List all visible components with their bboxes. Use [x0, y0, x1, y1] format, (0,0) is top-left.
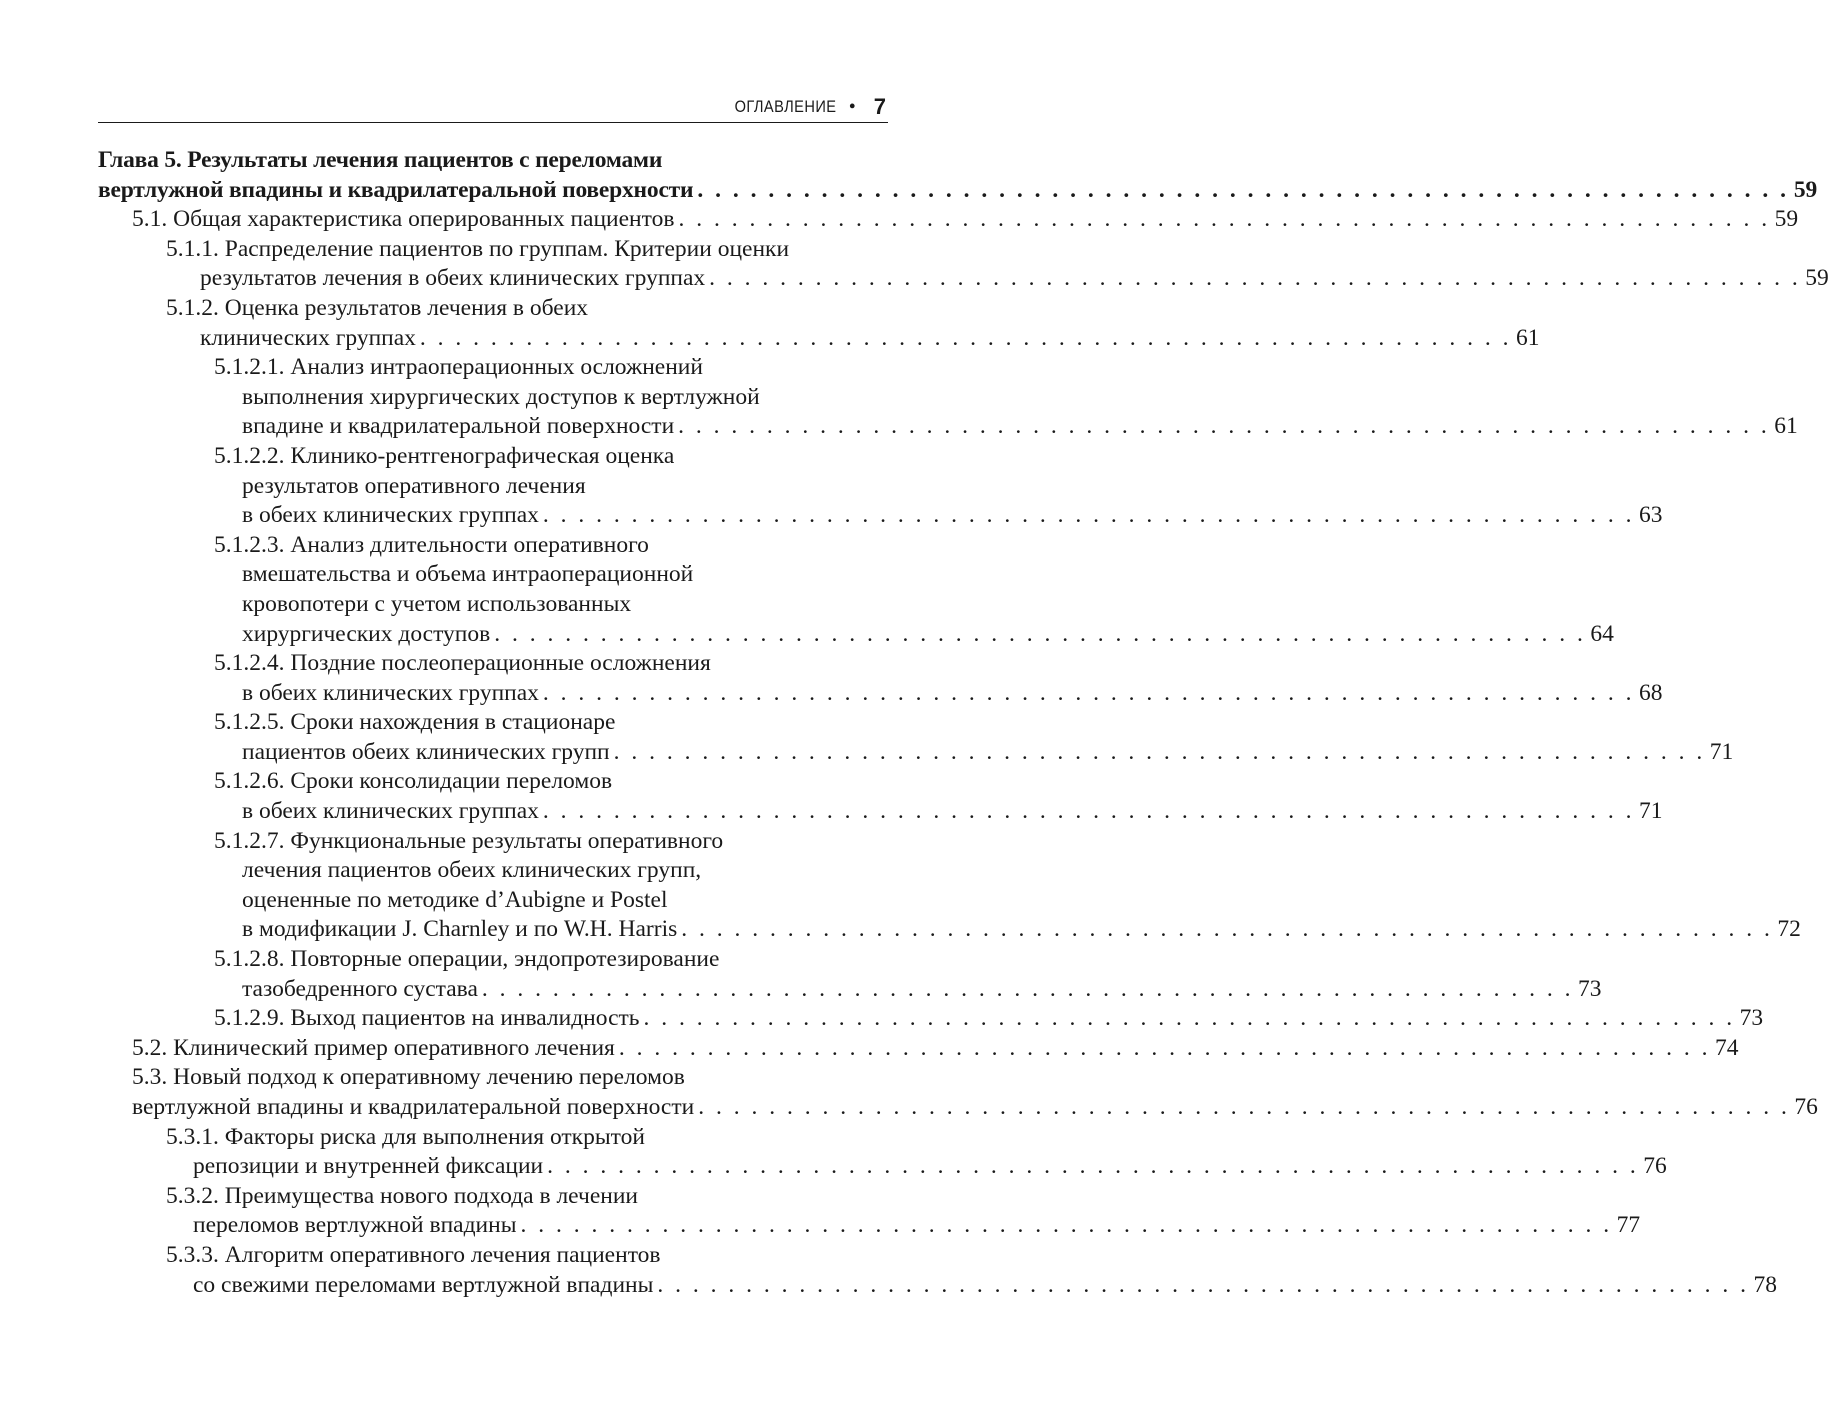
- toc-line: вертлужной впадины и квадрилатеральной поверхности: [98, 176, 694, 203]
- toc-entry-5-1-2-8[interactable]: [98, 945, 1602, 1004]
- dot-leader: . . . . . . . . . . . . . . . . . . . . . . . . . . . . . . . . . . . . . . . . . . . . . . . . . . . . . . . . . . . . . .: [618, 1034, 1711, 1061]
- dot-leader: . . . . . . . . . . . . . . . . . . . . . . . . . . . . . . . . . . . . . . . . . . . . . . . . . . . . . . . . . . . . . .: [494, 620, 1586, 647]
- toc-line: лечения пациентов обеих клинических групп,: [242, 857, 702, 884]
- dot-leader: . . . . . . . . . . . . . . . . . . . . . . . . . . . . . . . . . . . . . . . . . . . . . . . . . . . . . . . . . . . . . .: [419, 324, 1512, 351]
- dot-leader: . . . . . . . . . . . . . . . . . . . . . . . . . . . . . . . . . . . . . . . . . . . . . . . . . . . . . . . . . . . . . .: [613, 738, 1706, 765]
- dot-leader: . . . . . . . . . . . . . . . . . . . . . . . . . . . . . . . . . . . . . . . . . . . . . . . . . . . . . . . . . . . . . .: [643, 1005, 1736, 1032]
- toc-entry-5-2[interactable]: [98, 1034, 1739, 1064]
- toc-page-number: 78: [1753, 1271, 1778, 1298]
- toc-entry-5-1[interactable]: [98, 205, 1799, 235]
- toc-page-number: 71: [1709, 738, 1734, 765]
- page-number: 7: [873, 94, 886, 119]
- toc-page-number: 72: [1777, 916, 1801, 943]
- toc-page-number: 76: [1643, 1153, 1667, 1180]
- toc-entry-5-1-2-9[interactable]: [98, 1004, 1764, 1034]
- dot-leader: . . . . . . . . . . . . . . . . . . . . . . . . . . . . . . . . . . . . . . . . . . . . . . . . . . . . . . . . . . . . . .: [542, 679, 1635, 706]
- toc-line: результатов оперативного лечения: [242, 472, 586, 499]
- dot-leader: . . . . . . . . . . . . . . . . . . . . . . . . . . . . . . . . . . . . . . . . . . . . . . . . . . . . . . . . . . . . . .: [698, 1094, 1790, 1120]
- toc-line: 5.1.1. Распределение пациентов по группам. Критерии оценки: [166, 235, 790, 262]
- toc-page-number: 64: [1590, 620, 1614, 647]
- toc-line: в обеих клинических группах: [242, 502, 539, 529]
- toc-line: 5.1.2.6. Сроки консолидации переломов: [214, 768, 613, 795]
- toc-page-number: 76: [1794, 1094, 1818, 1120]
- toc-line: в обеих клинических группах: [242, 798, 539, 825]
- toc-page-number: 71: [1639, 798, 1663, 825]
- toc-line: результатов лечения в обеих клинических группах: [200, 265, 706, 292]
- toc-line: переломов вертлужной впадины: [193, 1212, 517, 1239]
- toc-line: 5.1.2.8. Повторные операции, эндопротезирование: [214, 946, 720, 973]
- toc-line: 5.3. Новый подход к оперативному лечению переломов: [132, 1064, 685, 1091]
- dot-leader: . . . . . . . . . . . . . . . . . . . . . . . . . . . . . . . . . . . . . . . . . . . . . . . . . . . . . . . . . . . . . .: [697, 176, 1789, 203]
- toc-page-number: 59: [1774, 206, 1799, 233]
- toc-line: в модификации J. Charnley и по W.H. Harris: [242, 916, 678, 943]
- toc-line: 5.1.2.4. Поздние послеоперационные осложнения: [214, 650, 711, 677]
- toc-page-number: 59: [1805, 265, 1829, 292]
- toc-line: кровопотери с учетом использованных: [242, 590, 632, 617]
- toc-line: впадине и квадрилатеральной поверхности: [242, 413, 675, 440]
- toc-entry-5-3[interactable]: [98, 1063, 1818, 1122]
- toc-line: вертлужной впадины и квадрилатеральной поверхности: [132, 1094, 695, 1120]
- toc-page-number: 68: [1639, 679, 1663, 706]
- toc-entry-5-1-2-7[interactable]: [98, 827, 1801, 945]
- toc-line: 5.3.3. Алгоритм оперативного лечения пациентов: [166, 1241, 661, 1268]
- table-of-contents: [98, 146, 1829, 1300]
- dot-leader: . . . . . . . . . . . . . . . . . . . . . . . . . . . . . . . . . . . . . . . . . . . . . . . . . . . . . . . . . . . . . .: [678, 413, 1770, 440]
- toc-page-number: 77: [1616, 1212, 1641, 1239]
- toc-line: 5.3.1. Факторы риска для выполнения открытой: [166, 1123, 645, 1150]
- toc-line: 5.1.2.2. Клинико-рентгенографическая оценка: [214, 442, 675, 469]
- dot-leader: . . . . . . . . . . . . . . . . . . . . . . . . . . . . . . . . . . . . . . . . . . . . . . . . . . . . . . . . . . . . . .: [542, 502, 1635, 529]
- dot-leader: . . . . . . . . . . . . . . . . . . . . . . . . . . . . . . . . . . . . . . . . . . . . . . . . . . . . . . . . . . . . . .: [657, 1271, 1750, 1298]
- dot-leader: . . . . . . . . . . . . . . . . . . . . . . . . . . . . . . . . . . . . . . . . . . . . . . . . . . . . . . . . . . . . . .: [542, 798, 1635, 825]
- toc-line: репозиции и внутренней фиксации: [193, 1153, 544, 1180]
- dot-leader: . . . . . . . . . . . . . . . . . . . . . . . . . . . . . . . . . . . . . . . . . . . . . . . . . . . . . . . . . . . . . .: [481, 975, 1574, 1002]
- toc-line: пациентов обеих клинических групп: [242, 738, 610, 765]
- toc-page-number: 73: [1578, 975, 1602, 1002]
- header-title: ОГЛАВЛЕНИЕ: [734, 97, 837, 116]
- toc-line: 5.1.2. Оценка результатов лечения в обеих: [166, 294, 589, 321]
- toc-line: оцененные по методике d’Aubigne и Postel: [242, 886, 668, 913]
- toc-line: в обеих клинических группах: [242, 679, 539, 706]
- toc-entry-5-3-3[interactable]: [98, 1241, 1778, 1300]
- toc-entry-5-1-1[interactable]: [98, 235, 1829, 294]
- toc-entry-5-1-2-6[interactable]: [98, 767, 1663, 826]
- toc-page-number: 59: [1793, 176, 1817, 203]
- toc-line: клинических группах: [200, 324, 416, 351]
- toc-page-number: 73: [1739, 1005, 1764, 1032]
- toc-line: 5.1.2.1. Анализ интраоперационных осложнений: [214, 354, 703, 381]
- toc-line: вмешательства и объема интраоперационной: [242, 561, 694, 588]
- toc-entry-5-3-2[interactable]: [98, 1182, 1641, 1241]
- toc-line: тазобедренного сустава: [242, 975, 478, 1002]
- toc-line: 5.1. Общая характеристика оперированных пациентов: [132, 206, 675, 233]
- toc-line: 5.1.2.3. Анализ длительности оперативного: [214, 531, 649, 558]
- dot-leader: . . . . . . . . . . . . . . . . . . . . . . . . . . . . . . . . . . . . . . . . . . . . . . . . . . . . . . . . . . . . . .: [520, 1212, 1613, 1239]
- toc-entry-5-1-2-3[interactable]: [98, 531, 1614, 649]
- toc-entry-5-1-2-4[interactable]: [98, 649, 1663, 708]
- toc-line: 5.2. Клинический пример оперативного лечения: [132, 1034, 615, 1061]
- toc-page-number: 63: [1639, 502, 1663, 529]
- toc-entry-5-1-2-1[interactable]: [98, 353, 1798, 442]
- toc-entry-chapter-5[interactable]: [98, 146, 1817, 205]
- toc-page-number: 61: [1774, 413, 1798, 440]
- dot-leader: . . . . . . . . . . . . . . . . . . . . . . . . . . . . . . . . . . . . . . . . . . . . . . . . . . . . . . . . . . . . . .: [547, 1153, 1639, 1180]
- toc-entry-5-3-1[interactable]: [98, 1123, 1667, 1182]
- toc-line: 5.1.2.7. Функциональные результаты оперативного: [214, 827, 724, 854]
- toc-line: 5.3.2. Преимущества нового подхода в лечении: [166, 1182, 639, 1209]
- toc-page-number: 74: [1714, 1034, 1739, 1061]
- header-bullet: •: [848, 96, 856, 118]
- toc-page-number: 61: [1516, 324, 1540, 351]
- toc-entry-5-1-2-2[interactable]: [98, 442, 1663, 531]
- dot-leader: . . . . . . . . . . . . . . . . . . . . . . . . . . . . . . . . . . . . . . . . . . . . . . . . . . . . . . . . . . . . . .: [678, 206, 1771, 233]
- toc-line: хирургических доступов: [242, 620, 491, 647]
- toc-line: выполнения хирургических доступов к вертлужной: [242, 383, 760, 410]
- dot-leader: . . . . . . . . . . . . . . . . . . . . . . . . . . . . . . . . . . . . . . . . . . . . . . . . . . . . . . . . . . . . . .: [709, 265, 1801, 292]
- dot-leader: . . . . . . . . . . . . . . . . . . . . . . . . . . . . . . . . . . . . . . . . . . . . . . . . . . . . . . . . . . . . . .: [681, 916, 1773, 943]
- toc-entry-5-1-2-5[interactable]: [98, 708, 1734, 767]
- toc-line: 5.1.2.5. Сроки нахождения в стационаре: [214, 709, 616, 736]
- toc-line: 5.1.2.9. Выход пациентов на инвалидность: [214, 1005, 640, 1032]
- running-header: [98, 92, 888, 123]
- toc-line: со свежими переломами вертлужной впадины: [193, 1271, 654, 1298]
- toc-line: Глава 5. Результаты лечения пациентов с переломами: [98, 147, 663, 173]
- toc-entry-5-1-2[interactable]: [98, 294, 1540, 353]
